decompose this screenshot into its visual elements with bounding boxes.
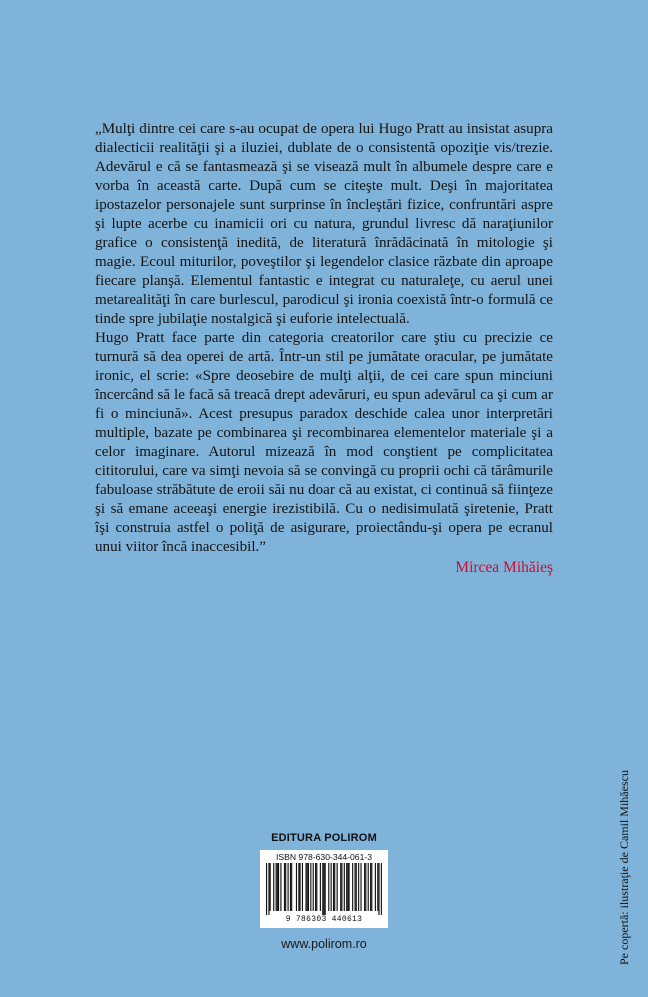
barcode-bar [354,863,355,911]
barcode-bar [268,863,269,915]
barcode-bar [375,863,376,911]
barcode-bar [320,863,321,911]
barcode-bar [291,863,292,911]
barcode-bar [266,863,267,915]
barcode-bar [347,863,348,911]
barcode-bar [344,863,345,911]
barcode-bar [284,863,285,911]
barcode-bar [313,863,314,911]
barcode-bar [341,863,342,911]
barcode-bar [377,863,378,911]
barcode-bar [305,863,306,911]
barcode-bar [277,863,278,911]
blurb-paragraph-1: „Mulţi dintre cei care s-au ocupat de opera lui Hugo Pratt au insistat asupra dialecticii realităţii şi a iluziei, dublate de o consistentă opoziţie vis/trezie. Adevărul e că se fantasmează şi se visează mult în albumele despre care e vorba în această carte. După cum se citeşte mult. Deşi în majoritatea ipostazelor personajele sunt surprinse în încleştări fizice, confruntări aspre şi lupte acerbe cu inamicii ori cu natura, grundul livresc dă naraţiunilor grafice o consistenţă inedită, de literatură înrădăcinată în mitologie şi magie. Ecoul miturilor, poveştilor şi legendelor clasice răzbate din aproape fiecare planşă. Elementul fantastic e integrat cu naturaleţe, cu aerul unei metarealităţi în care burlescul, parodicul şi ironia coexistă într-o formulă ce tinde spre jubilaţie nostalgică şi euforie intelectuală. [95,121,553,327]
barcode-bar [290,863,291,911]
barcode-bar [346,863,347,911]
back-cover-blurb [95,120,553,577]
barcode-bar [270,863,271,911]
barcode-bar [325,863,326,915]
blurb-paragraph-2: Hugo Pratt face parte din categoria creatorilor care ştiu cu precizie ce turnură să dea operei de artă. Într-un stil pe jumătate oracular, pe jumătate ironic, el scrie: «Spre deosebire de mulţi alţii, de cei care spun minciuni încercând să le facă să treacă drept adevăruri, eu spun adevărul ca şi cum ar fi o minciună». Acest presupus paradox deschide calea unor interpretări multiple, bazate pe combinarea şi recombinarea elementelor materiale şi a celor imaginare. Autorul mizează în mod conştient pe complicitatea cititorului, care va simţi nevoia să se convingă cu proprii ochi că tărâmurile fabuloase străbătute de eroii săi nu doar că au existat, ci continuă să fiinţeze şi să emane aceeaşi energie irezistibilă. Cu o nedisimulată şiretenie, Pratt îşi construia astfel o poliţă de asigurare, proiectându-şi opera pe ecranul unui viitor încă inaccesibil.” [95,330,553,555]
barcode-digits: 9 786303 440613 [285,915,363,924]
barcode-bar [334,863,335,911]
barcode-bar [310,863,311,911]
barcode-bar [356,863,357,911]
barcode-bar [370,863,371,911]
barcode-bar [276,863,277,911]
barcode-bar [331,863,332,911]
barcode-bar [308,863,309,911]
barcode-bar [299,863,300,911]
barcode-bar [280,863,281,911]
barcode-bar [323,863,324,915]
barcode-bar [368,863,369,911]
barcode-bar [364,863,365,911]
barcode-bar [296,863,297,911]
barcode-bar [285,863,286,911]
barcode-bar [322,863,323,915]
barcode-bar [349,863,350,911]
barcode-bar [333,863,334,911]
blurb-author-signature: Mircea Mihăieş [455,559,553,576]
barcode-bar [302,863,303,911]
barcode-bar [288,863,289,911]
barcode-bar [315,863,316,911]
barcode-bar [337,863,338,911]
isbn-barcode [260,850,388,928]
barcode-bar [360,863,361,911]
isbn-label: ISBN 978-630-344-061-3 [275,852,373,862]
barcode-bar [298,863,299,911]
publisher-website: www.polirom.ro [281,937,367,951]
barcode-bars [266,863,382,915]
barcode-bar [358,863,359,911]
barcode-bar [381,863,382,915]
barcode-bar [307,863,308,911]
barcode-bar [278,863,279,911]
barcode-bar [352,863,353,911]
publisher-name: EDITURA POLIROM [271,832,377,844]
barcode-bar [378,863,379,915]
barcode-bar [340,863,341,911]
barcode-bar [273,863,274,911]
publisher-block [258,832,390,951]
barcode-bar [365,863,366,911]
barcode-bar [316,863,317,911]
barcode-bar [371,863,372,911]
barcode-bar [328,863,329,911]
cover-illustration-credit: Pe copertă: ilustraţie de Camil Mihăescu [617,770,631,965]
